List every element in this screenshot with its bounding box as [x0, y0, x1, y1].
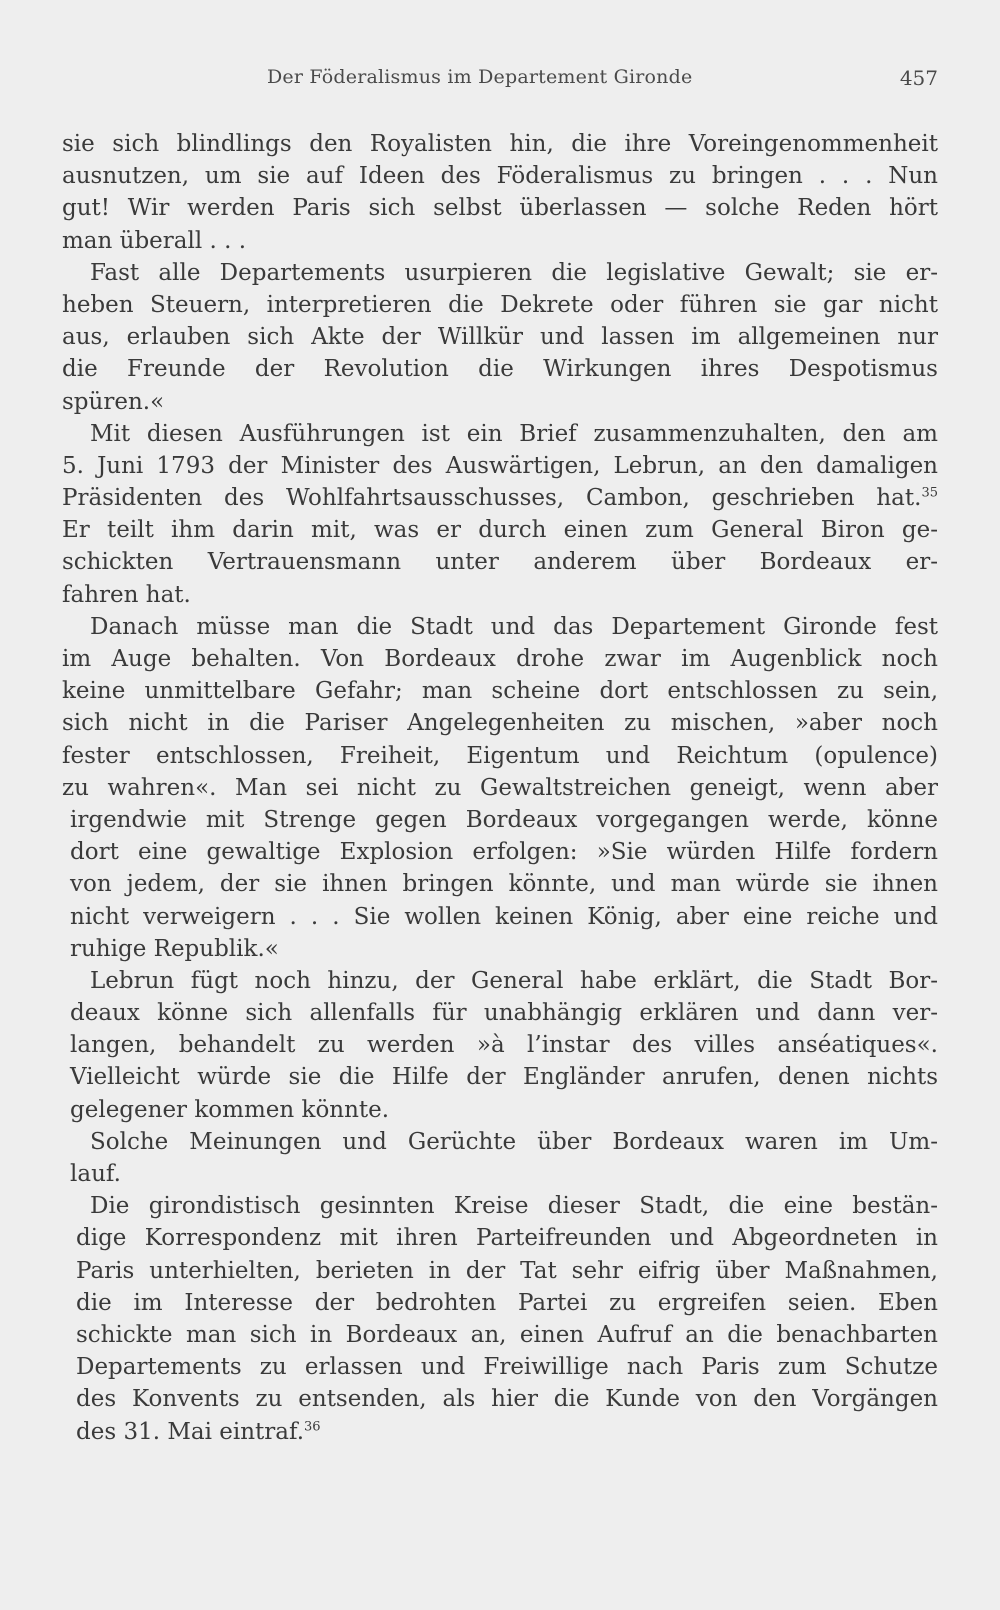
line-text: spüren.« — [62, 388, 165, 415]
line-text: fester entschlossen, Freiheit, Eigentum und Reichtum (opulence) — [62, 742, 938, 769]
text-line — [62, 868, 938, 900]
text-line — [62, 1319, 938, 1351]
line-text: Lebrun fügt noch hinzu, der General habe erklärt, die Stadt Bor- — [90, 967, 938, 994]
text-line — [62, 611, 938, 643]
line-text: Er teilt ihm darin mit, was er durch einen zum General Biron ge- — [62, 517, 938, 544]
line-text: heben Steuern, interpretieren die Dekrete oder führen sie gar nicht — [62, 291, 938, 318]
line-text: Solche Meinungen und Gerüchte über Bordeaux waren im Um- — [90, 1128, 938, 1155]
text-line — [62, 514, 938, 546]
line-text: keine unmittelbare Gefahr; man scheine dort entschlossen zu sein, — [62, 678, 938, 705]
footnote-marker: 36 — [304, 1418, 321, 1434]
line-text: Vielleicht würde sie die Hilfe der Engländer anrufen, denen nichts — [70, 1064, 938, 1091]
line-text: sich nicht in die Pariser Angelegenheiten zu mischen, »aber noch — [62, 710, 938, 737]
text-line — [62, 386, 938, 418]
text-line — [62, 901, 938, 933]
text-line — [62, 321, 938, 353]
text-line — [62, 772, 938, 804]
line-text: deaux könne sich allenfalls für unabhängig erklären und dann ver- — [70, 1000, 938, 1027]
text-line — [62, 160, 938, 192]
text-line — [62, 482, 938, 514]
text-line — [62, 1383, 938, 1415]
text-line — [62, 675, 938, 707]
text-line — [62, 965, 938, 997]
line-text: sie sich blindlings den Royalisten hin, die ihre Voreingenommenheit — [62, 131, 938, 157]
line-text: nicht verweigern . . . Sie wollen keinen König, aber eine reiche und — [70, 903, 938, 930]
text-line — [62, 933, 938, 965]
running-head — [62, 66, 938, 96]
text-line — [62, 450, 938, 482]
text-line — [62, 546, 938, 578]
text-line — [62, 1126, 938, 1158]
text-line — [62, 579, 938, 611]
line-text: dige Korrespondenz mit ihren Parteifreunden und Abgeordneten in — [76, 1225, 938, 1252]
line-text: schickte man sich in Bordeaux an, einen Aufruf an die benachbarten — [76, 1321, 938, 1348]
text-line — [62, 997, 938, 1029]
line-text: dort eine gewaltige Explosion erfolgen: »Sie würden Hilfe fordern — [70, 839, 938, 866]
line-text: des 31. Mai eintraf. — [76, 1418, 305, 1445]
line-text: im Auge behalten. Von Bordeaux drohe zwar im Augenblick noch — [62, 646, 938, 672]
text-line — [62, 128, 938, 160]
line-text: fahren hat. — [62, 581, 191, 608]
footnote-marker: 35 — [921, 485, 938, 501]
line-text: man überall . . . — [62, 227, 247, 254]
text-line — [62, 643, 938, 675]
text-line — [62, 1416, 938, 1448]
text-line — [62, 707, 938, 739]
text-line — [62, 225, 938, 257]
line-text: Departements zu erlassen und Freiwillige nach Paris zum Schutze — [76, 1354, 938, 1381]
text-line — [62, 353, 938, 385]
text-line — [62, 192, 938, 224]
line-text: Paris unterhielten, berieten in der Tat sehr eifrig über Maßnahmen, — [76, 1257, 938, 1284]
text-line — [62, 1158, 938, 1190]
line-text: 5. Juni 1793 der Minister des Auswärtigen, Lebrun, an den damaligen — [62, 452, 938, 479]
line-text: ausnutzen, um sie auf Ideen des Föderalismus zu bringen . . . Nun — [62, 163, 938, 190]
text-line — [62, 1222, 938, 1254]
page-number: 457 — [899, 66, 938, 90]
line-text: Die girondistisch gesinnten Kreise dieser Stadt, die eine bestän- — [90, 1193, 938, 1220]
text-line — [62, 1190, 938, 1222]
text-line — [62, 1255, 938, 1287]
text-line — [62, 1287, 938, 1319]
line-text: lauf. — [70, 1161, 121, 1187]
text-line — [62, 418, 938, 450]
text-line — [62, 1094, 938, 1126]
text-line — [62, 804, 938, 836]
line-text: aus, erlauben sich Akte der Willkür und lassen im allgemeinen nur — [62, 324, 938, 351]
text-line — [62, 740, 938, 772]
line-text: schickten Vertrauensmann unter anderem über Bordeaux er- — [62, 549, 938, 576]
text-line — [62, 289, 938, 321]
body-text — [62, 128, 938, 1448]
line-text: Präsidenten des Wohlfahrtsausschusses, Cambon, geschrieben hat. — [62, 485, 922, 512]
line-text: Mit diesen Ausführungen ist ein Brief zusammenzuhalten, den am — [90, 420, 938, 447]
line-text: von jedem, der sie ihnen bringen könnte, und man würde sie ihnen — [70, 871, 938, 898]
text-line — [62, 257, 938, 289]
line-text: des Konvents zu entsenden, als hier die Kunde von den Vorgängen — [76, 1386, 938, 1413]
line-text: langen, behandelt zu werden »à l’instar des villes anséatiques«. — [70, 1032, 938, 1059]
line-text: ruhige Republik.« — [70, 935, 279, 962]
text-line — [62, 1351, 938, 1383]
line-text: die im Interesse der bedrohten Partei zu ergreifen seien. Eben — [76, 1289, 938, 1316]
text-line — [62, 836, 938, 868]
line-text: gut! Wir werden Paris sich selbst überlassen — solche Reden hört — [62, 195, 938, 222]
line-text: die Freunde der Revolution die Wirkungen ihres Despotismus — [62, 356, 938, 383]
line-text: Danach müsse man die Stadt und das Departement Gironde fest — [90, 613, 938, 640]
running-title: Der Föderalismus im Departement Gironde — [267, 66, 693, 88]
text-line — [62, 1061, 938, 1093]
line-text: gelegener kommen könnte. — [70, 1096, 390, 1123]
line-text: zu wahren«. Man sei nicht zu Gewaltstreichen geneigt, wenn aber — [62, 774, 938, 801]
line-text: irgendwie mit Strenge gegen Bordeaux vorgegangen werde, könne — [70, 806, 938, 833]
line-text: Fast alle Departements usurpieren die legislative Gewalt; sie er- — [90, 259, 938, 286]
text-line — [62, 1029, 938, 1061]
